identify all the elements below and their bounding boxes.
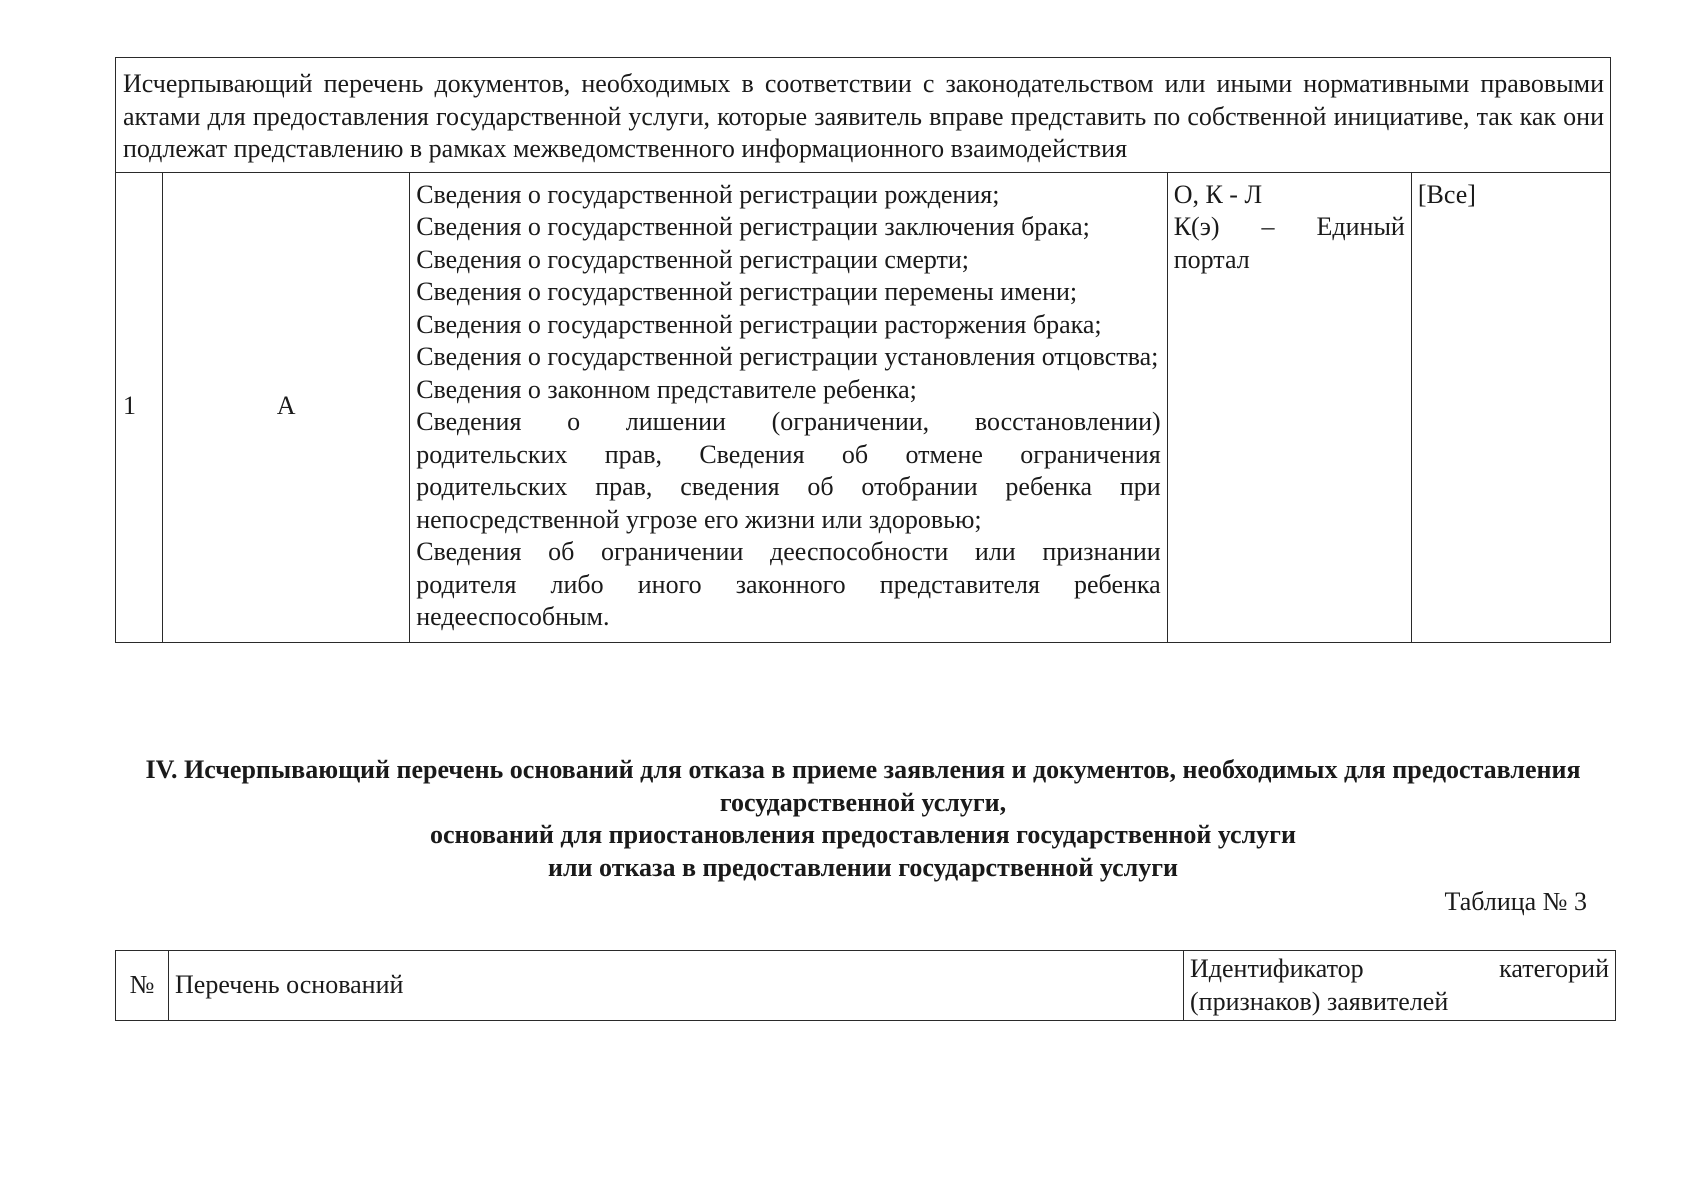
documents-table <box>115 57 1611 643</box>
section-heading-line: оснований для приостановления предоставления государственной услуги <box>430 820 1296 849</box>
list-item: Сведения о государственной регистрации перемены имени; <box>416 277 1078 306</box>
documents-list <box>410 172 1168 642</box>
documents-table-header: Исчерпывающий перечень документов, необходимых в соответствии с законодательством или иными нормативными правовыми актами для предоставления государственной услуги, которые заявитель вправе представить по собственной инициативе, так как они подлежат представлению в рамках межведомственного информационного взаимодействия <box>116 58 1611 173</box>
list-item: Сведения о государственной регистрации расторжения брака; <box>416 309 1102 339</box>
list-item: Сведения о законном представителе ребенка; <box>416 374 917 404</box>
column-reasons-header: Перечень оснований <box>169 951 1184 1021</box>
channels-line: К(э) – Единый портал <box>1173 212 1405 274</box>
section-heading <box>115 754 1611 884</box>
row-number: 1 <box>116 172 163 642</box>
reasons-table <box>115 950 1616 1021</box>
list-item: Сведения о государственной регистрации смерти; <box>416 244 970 274</box>
channels-line: О, К - Л <box>1173 179 1263 209</box>
list-item: Сведения о государственной регистрации заключения брака; <box>416 212 1090 241</box>
section-heading-line: или отказа в предоставлении государственной услуги <box>547 852 1179 882</box>
list-item: Сведения о лишении (ограничении, восстановлении) родительских прав, Сведения об отмене ограничения родительских прав, сведения об отобрании ребенка при непосредственной угрозе его жизни или здоровью; <box>416 407 1161 534</box>
reasons-table-header-row <box>116 951 1616 1021</box>
table-caption: Таблица № 3 <box>1444 887 1587 916</box>
column-number-header: № <box>116 951 169 1021</box>
row-code: А <box>163 172 410 642</box>
documents-table-header-row <box>116 58 1611 173</box>
list-item: Сведения о государственной регистрации рождения; <box>416 179 1000 209</box>
list-item: Сведения об ограничении дееспособности или признании родителя либо иного законного представителя ребенка недееспособным. <box>416 537 1161 631</box>
list-item: Сведения о государственной регистрации установления отцовства; <box>416 342 1159 371</box>
table-row <box>116 172 1611 642</box>
column-identifier-header: Идентификатор категорий (признаков) заявителей <box>1184 951 1616 1021</box>
submission-channels <box>1167 172 1411 642</box>
section-heading-line: IV. Исчерпывающий перечень оснований для отказа в приеме заявления и документов, необходимых для предоставления государственной услуги, <box>145 755 1581 817</box>
applicant-categories: [Все] <box>1411 172 1610 642</box>
